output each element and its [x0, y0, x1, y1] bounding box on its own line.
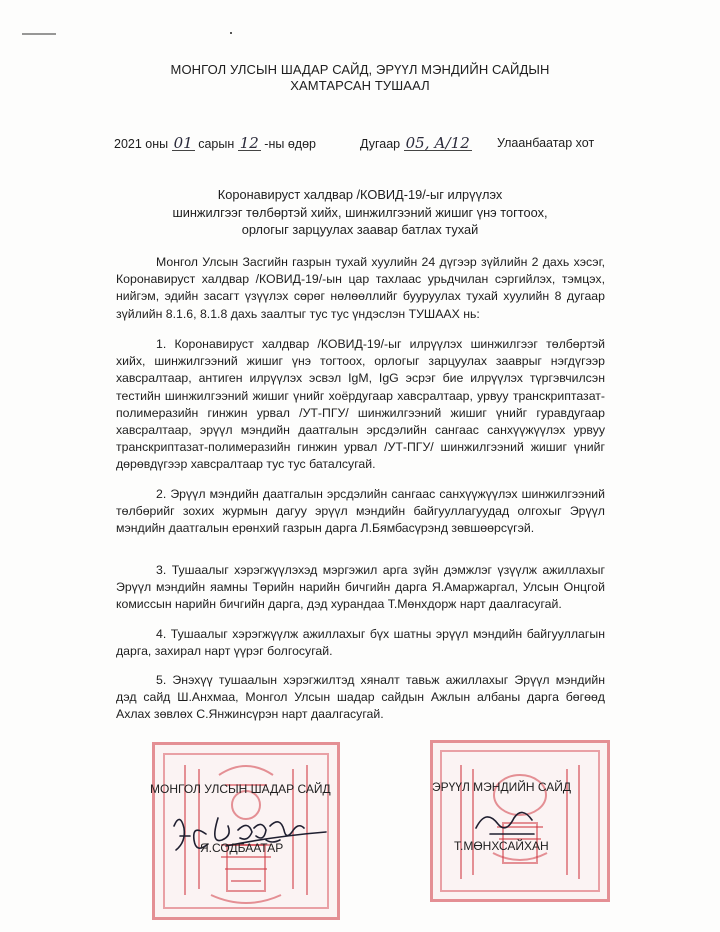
right-signatory-name: Т.МӨНХСАЙХАН	[454, 839, 549, 853]
dateline-number-label: Дугаар	[360, 137, 401, 151]
document-header	[0, 62, 720, 94]
paragraph-item-1: 1. Коронавируст халдвар /КОВИД-19/-ыг илрүүлэх шинжилгээг төлбөртэй хийх, шинжилгээний жишиг үнэ тогтоох, орлогыг зарцуулах зааврыг нэгдүгээр хавсралтаар, антиген илрүүлэх эсвэл IgM, IgG эсрэг бие илрүүлэх түргэвчилсэн тестийн шинжилгээний жишиг үнийг хоёрдугаар хавсралтаар, урвуу транскриптазат-полимеразийн гинжин урвал /УТ-ПГУ/ шинжилгээний жишиг үнийг гуравдугаар хавсралтаар, эрүүл мэндийн даатгалын эрсдэлийн сангаас санхүүжүүлэх урвуу транскриптазат-полимеразийн гинжин урвал /УТ-ПГУ/ шинжилгээний жишиг үнийг дөрөвдүгээр хавсралтаар тус тус баталсугай.	[116, 337, 605, 472]
dateline-city: Улаанбаатар хот	[497, 136, 595, 150]
title-line-2: шинжилгээг төлбөртэй хийх, шинжилгээний жишиг үнэ тогтоох,	[172, 204, 548, 220]
dateline-year: 2021 оны	[114, 137, 169, 151]
scan-artifact-line	[22, 33, 56, 35]
paragraph-item-2: 2. Эрүүл мэндийн даатгалын эрсдэлийн сангаас санхүүжүүлэх шинжилгээний төлбөрийг зохих журмын дагуу эрүүл мэндийн байгууллагуудад олгохыг Эрүүл мэндийн даатгалын ерөнхий газрын дарга Л.Бямбасүрэнд зөвшөөрсүгэй.	[116, 487, 605, 536]
title-line-1: Коронавируст халдвар /КОВИД-19/-ыг илрүүлэх	[217, 187, 503, 202]
document-title	[0, 186, 720, 239]
dateline-month-label: сарын	[198, 137, 235, 151]
paragraph-item-3: 3. Тушаалыг хэрэгжүүлэхэд мэргэжил арга зүйн дэмжлэг үзүүлж ажиллахыг Эрүүл мэндийн яамны Төрийн нарийн бичгийн дарга Я.Амаржаргал, Улсын Онцгой комиссын нарийн бичгийн дарга, дэд хурандаа Т.Мөнхдорж нарт даалгасугай.	[116, 563, 605, 612]
dateline-date	[114, 136, 316, 151]
paragraph-item-4: 4. Тушаалыг хэрэгжүүлж ажиллахыг бүх шатны эрүүл мэндийн байгууллагын дарга, захирал нарт үүрэг болгосугай.	[116, 627, 605, 659]
title-line-3: орлогыг зарцуулах заавар батлах тухай	[241, 222, 479, 237]
right-signatory-title: ЭРҮҮЛ МЭНДИЙН САЙД	[432, 780, 572, 794]
dateline-number-handwritten: 05, А/12	[405, 134, 470, 152]
scan-artifact-dot	[230, 32, 232, 34]
header-line-2: ХАМТАРСАН ТУШААЛ	[290, 78, 430, 93]
dateline-month-handwritten: 01	[173, 134, 193, 152]
left-signatory-title: МОНГОЛ УЛСЫН ШАДАР САЙД	[150, 782, 331, 796]
right-handwritten-signature	[470, 802, 560, 842]
paragraph-item-5: 5. Энэхүү тушаалын хэрэгжилтэд хяналт тавьж ажиллахыг Эрүүл мэндийн дэд сайд Ш.Анхмаа, Монгол Улсын шадар сайдын Ажлын албаны дарга бөгөөд Ахлах зөвлөх С.Янжинсүрэн нарт даалгасугай.	[116, 673, 605, 722]
dateline-number	[360, 136, 472, 151]
dateline-day-handwritten: 12	[239, 134, 259, 152]
header-line-1: МОНГОЛ УЛСЫН ШАДАР САЙД, ЭРҮҮЛ МЭНДИЙН САЙДЫН	[170, 62, 550, 77]
left-handwritten-signature	[166, 806, 336, 866]
dateline-day-label: -ны өдөр	[264, 137, 316, 151]
paragraph-preamble: Монгол Улсын Засгийн газрын тухай хуулийн 24 дүгээр зүйлийн 2 дахь хэсэг, Коронавируст халдвар /КОВИД-19/-ын цар тахлаас урьдчилан сэргийлэх, тэмцэх, нийгэм, эдийн засагт үзүүлэх сөрөг нөлөөллийг бууруулах тухай хуулийн 8 дугаар зүйлийн 8.1.6, 8.1.8 дахь заалтыг тус тус үндэслэн ТУШААХ нь:	[116, 255, 605, 321]
left-signatory-name: Я.СОДБААТАР	[200, 841, 284, 855]
